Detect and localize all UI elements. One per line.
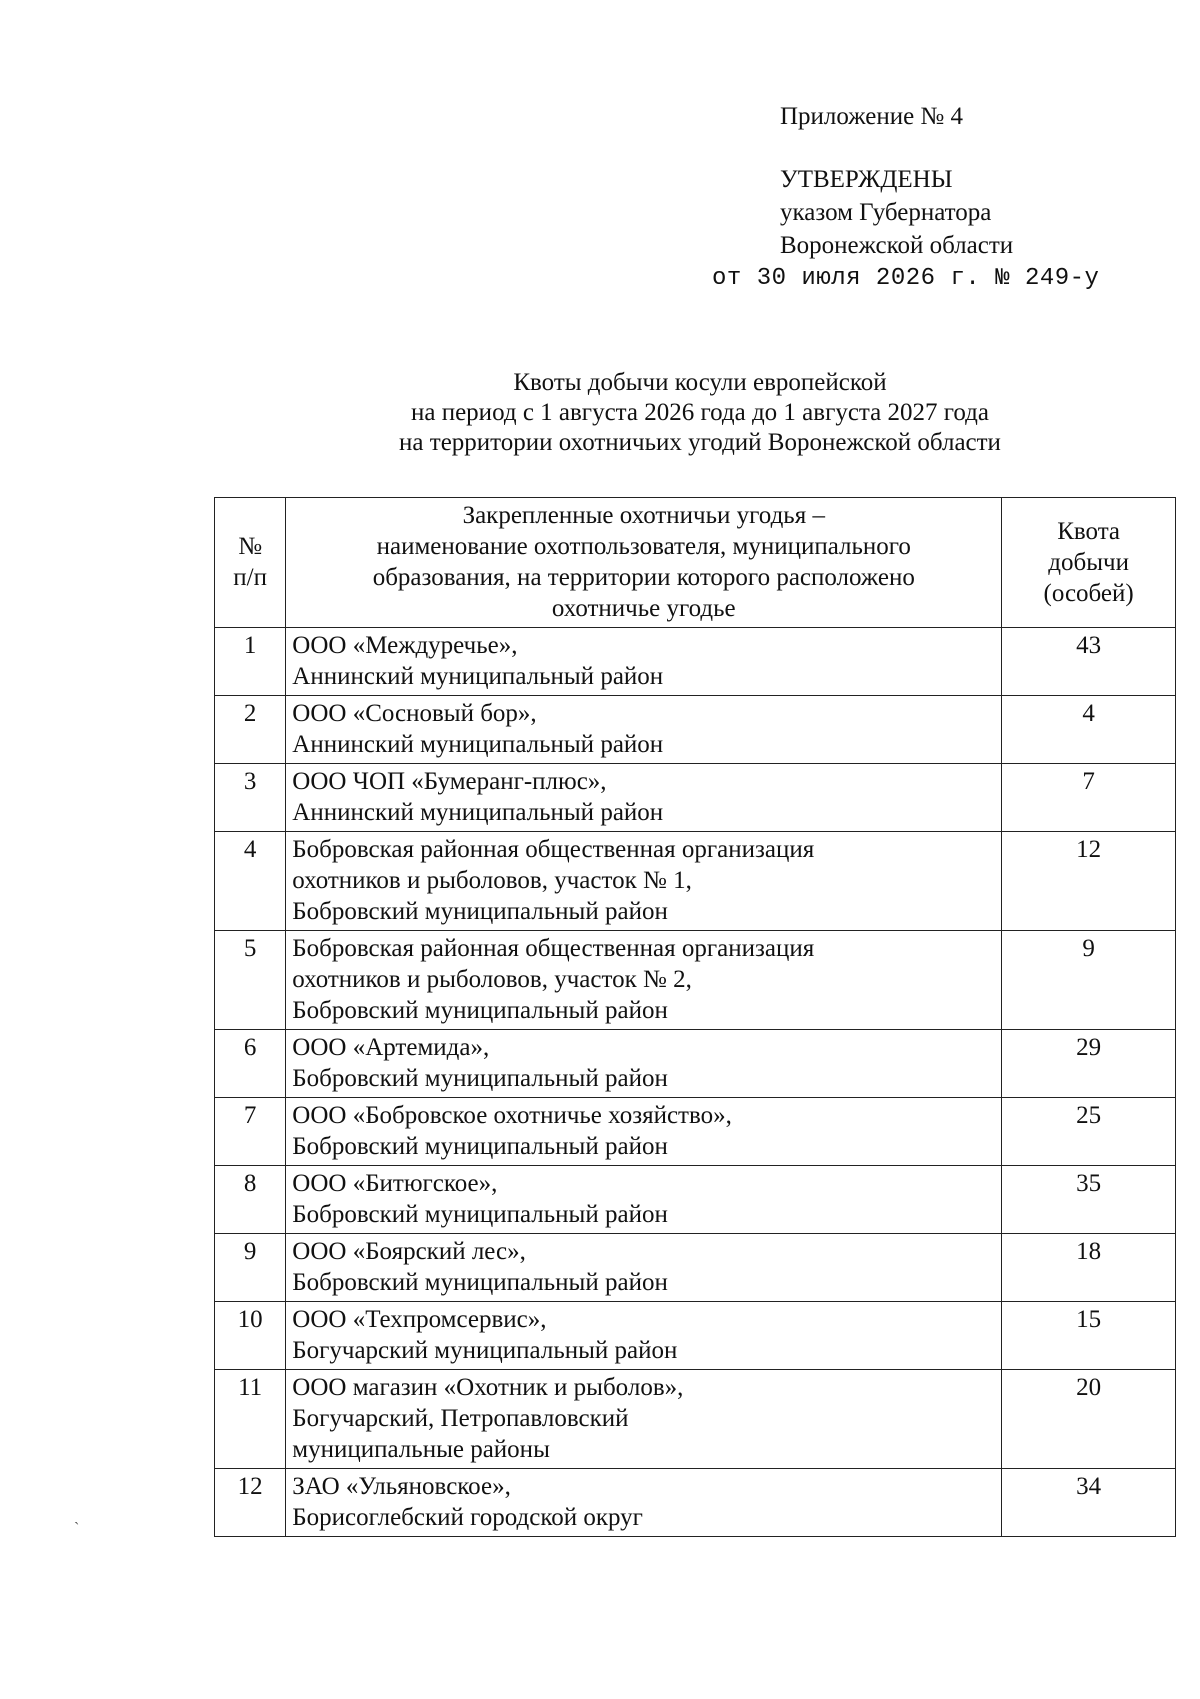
quota-value: 18	[1002, 1234, 1176, 1302]
hunting-ground-line: муниципальные районы	[292, 1436, 550, 1463]
hunting-ground-line: охотников и рыболовов, участок № 1,	[292, 867, 692, 894]
quota-value: 15	[1002, 1302, 1176, 1370]
quota-value: 34	[1002, 1469, 1176, 1537]
header-name-line-4: охотничье угодье	[551, 595, 736, 622]
hunting-ground-line: Богучарский муниципальный район	[292, 1337, 678, 1364]
row-number: 2	[215, 696, 286, 764]
header-number-line-2: п/п	[233, 564, 267, 591]
row-number: 5	[215, 931, 286, 1030]
appendix-label: Приложение № 4	[780, 103, 964, 130]
table-row	[215, 1030, 1176, 1098]
quota-value: 12	[1002, 832, 1176, 931]
row-number: 4	[215, 832, 286, 931]
table-row	[215, 1469, 1176, 1537]
row-number: 10	[215, 1302, 286, 1370]
hunting-ground-cell	[286, 1030, 1002, 1098]
header-quota-line-2: добычи	[1048, 548, 1129, 576]
table-row	[215, 764, 1176, 832]
table-row	[215, 1234, 1176, 1302]
hunting-ground-line: ООО ЧОП «Бумеранг-плюс»,	[292, 768, 607, 795]
hunting-ground-line: Аннинский муниципальный район	[292, 731, 664, 758]
hunting-ground-cell	[286, 931, 1002, 1030]
hunting-ground-line: ООО «Битюгское»,	[292, 1170, 498, 1197]
approval-block	[712, 100, 1100, 295]
row-number: 3	[215, 764, 286, 832]
hunting-ground-line: Бобровский муниципальный район	[292, 1201, 668, 1228]
hunting-ground-cell	[286, 1166, 1002, 1234]
row-number: 8	[215, 1166, 286, 1234]
hunting-ground-line: Бобровская районная общественная организация	[292, 836, 815, 863]
quota-value: 25	[1002, 1098, 1176, 1166]
decree-region: Воронежской области	[780, 232, 1014, 259]
decree-date: от 30 июля 2026 г. № 249-у	[712, 265, 1100, 292]
hunting-ground-cell	[286, 832, 1002, 931]
hunting-ground-cell	[286, 1234, 1002, 1302]
hunting-ground-line: ООО «Боярский лес»,	[292, 1238, 526, 1265]
header-hunting-ground	[286, 498, 1002, 628]
quota-table-body	[215, 628, 1176, 1537]
header-quota	[1002, 498, 1176, 628]
hunting-ground-line: ООО «Сосновый бор»,	[292, 700, 537, 727]
hunting-ground-line: Бобровский муниципальный район	[292, 898, 668, 925]
quota-value: 7	[1002, 764, 1176, 832]
hunting-ground-line: Бобровский муниципальный район	[292, 1133, 668, 1160]
hunting-ground-cell	[286, 1302, 1002, 1370]
hunting-ground-line: Борисоглебский городской округ	[292, 1504, 643, 1531]
row-number: 11	[215, 1370, 286, 1469]
hunting-ground-line: ООО «Техпромсервис»,	[292, 1306, 547, 1333]
header-quota-line-3: (особей)	[1043, 579, 1134, 607]
title-line-3: на территории охотничьих угодий Воронежской области	[399, 429, 1001, 456]
quota-value: 9	[1002, 931, 1176, 1030]
quota-value: 43	[1002, 628, 1176, 696]
scan-mark: ˏ	[74, 1508, 80, 1525]
hunting-ground-line: охотников и рыболовов, участок № 2,	[292, 966, 692, 993]
title-line-1: Квоты добычи косули европейской	[513, 369, 887, 396]
hunting-ground-line: Аннинский муниципальный район	[292, 799, 664, 826]
hunting-ground-cell	[286, 1370, 1002, 1469]
table-row	[215, 628, 1176, 696]
quota-value: 4	[1002, 696, 1176, 764]
hunting-ground-cell	[286, 696, 1002, 764]
quota-table	[214, 497, 1176, 1537]
quota-value: 20	[1002, 1370, 1176, 1469]
hunting-ground-line: ООО «Междуречье»,	[292, 632, 518, 659]
header-quota-line-1: Квота	[1057, 517, 1121, 545]
hunting-ground-line: ООО «Бобровское охотничье хозяйство»,	[292, 1102, 732, 1129]
header-number	[215, 498, 286, 628]
table-header-row	[215, 498, 1176, 628]
hunting-ground-line: ООО магазин «Охотник и рыболов»,	[292, 1374, 684, 1401]
header-name-line-3: образования, на территории которого расположено	[372, 564, 915, 591]
hunting-ground-line: Бобровский муниципальный район	[292, 997, 668, 1024]
hunting-ground-line: Богучарский, Петропавловский	[292, 1405, 629, 1432]
hunting-ground-line: Аннинский муниципальный район	[292, 663, 664, 690]
header-name-line-2: наименование охотпользователя, муниципального	[376, 533, 911, 560]
table-row	[215, 1302, 1176, 1370]
table-row	[215, 696, 1176, 764]
approved-label: УТВЕРЖДЕНЫ	[780, 166, 953, 193]
hunting-ground-line: Бобровская районная общественная организация	[292, 935, 815, 962]
header-name-line-1: Закрепленные охотничьи угодья –	[462, 502, 825, 529]
hunting-ground-cell	[286, 1098, 1002, 1166]
title-line-2: на период с 1 августа 2026 года до 1 августа 2027 года	[410, 399, 989, 426]
table-row	[215, 832, 1176, 931]
row-number: 1	[215, 628, 286, 696]
hunting-ground-cell	[286, 628, 1002, 696]
header-number-line-1: №	[238, 533, 263, 560]
hunting-ground-cell	[286, 1469, 1002, 1537]
row-number: 6	[215, 1030, 286, 1098]
quota-value: 35	[1002, 1166, 1176, 1234]
decree-authority: указом Губернатора	[780, 199, 992, 226]
document-title	[200, 368, 1200, 458]
table-row	[215, 1166, 1176, 1234]
row-number: 9	[215, 1234, 286, 1302]
table-row	[215, 1098, 1176, 1166]
hunting-ground-line: Бобровский муниципальный район	[292, 1065, 668, 1092]
table-row	[215, 931, 1176, 1030]
hunting-ground-cell	[286, 764, 1002, 832]
row-number: 12	[215, 1469, 286, 1537]
quota-value: 29	[1002, 1030, 1176, 1098]
hunting-ground-line: Бобровский муниципальный район	[292, 1269, 668, 1296]
hunting-ground-line: ЗАО «Ульяновское»,	[292, 1473, 511, 1500]
table-row	[215, 1370, 1176, 1469]
row-number: 7	[215, 1098, 286, 1166]
hunting-ground-line: ООО «Артемида»,	[292, 1034, 490, 1061]
